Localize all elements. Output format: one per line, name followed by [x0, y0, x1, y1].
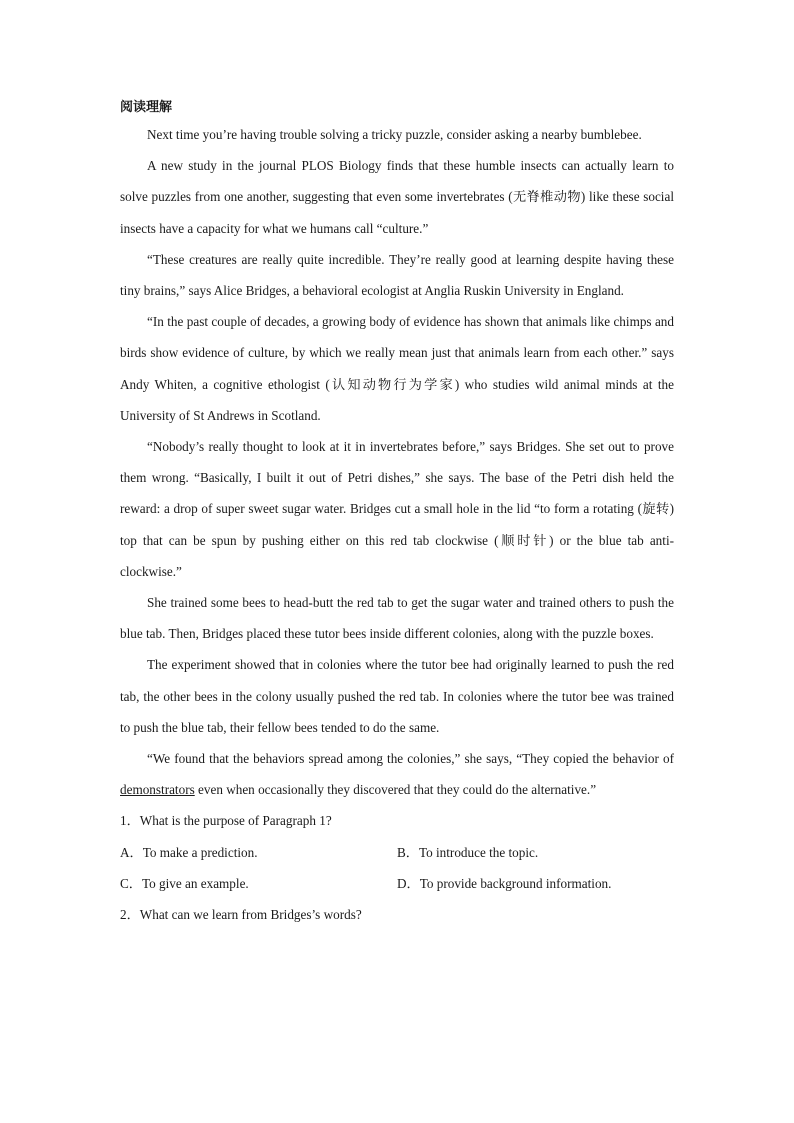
paragraph-7: The experiment showed that in colonies where the tutor bee had originally learned to push the red tab, the other bees in the colony usually pushed the red tab. In colonies where the tutor bee was trained to push the blue tab, their fellow bees tended to do the same. — [120, 657, 674, 735]
question-1-options-row-1 — [120, 837, 674, 868]
paragraph-6: She trained some bees to head-butt the red tab to get the sugar water and trained others to push the blue tab. Then, Bridges placed these tutor bees inside different colonies, along with the puzzle boxes. — [120, 595, 674, 642]
paragraph-5: “Nobody’s really thought to look at it in invertebrates before,” says Bridges. She set out to prove them wrong. “Basically, I built it out of Petri dishes,” she says. The base of the Petri dish held the reward: a drop of super sweet sugar water. Bridges cut a small hole in the lid “to form a rotating (旋转) top that can be spun by pushing either on this red tab clockwise (顺时针) or the blue tab anti-clockwise.” — [120, 439, 674, 579]
underlined-word: demonstrators — [120, 782, 195, 798]
question-1-stem: 1．What is the purpose of Paragraph 1? — [120, 813, 332, 829]
question-1-options-row-2 — [120, 868, 674, 899]
paragraph-3: “These creatures are really quite incredible. They’re really good at learning despite having these tiny brains,” says Alice Bridges, a behavioral ecologist at Anglia Ruskin University in England. — [120, 251, 674, 299]
option-d: D．To provide background information. — [397, 875, 612, 891]
question-2-stem: 2．What can we learn from Bridges’s words? — [120, 907, 362, 923]
paragraph-8-text-after: even when occasionally they discovered that they could do the alternative.” — [194, 782, 597, 798]
document-page — [120, 96, 674, 930]
option-b: B．To introduce the topic. — [397, 844, 539, 860]
paragraph-4: “In the past couple of decades, a growing body of evidence has shown that animals like chimps and birds show evidence of culture, by which we really mean just that animals learn from each other.” says Andy Whiten, a cognitive ethologist (认知动物行为学家) who studies wild animal minds at the University of St Andrews in Scotland. — [120, 314, 674, 423]
option-a: A．To make a prediction. — [120, 844, 258, 860]
paragraph-1: Next time you’re having trouble solving a tricky puzzle, consider asking a nearby bumblebee. — [147, 127, 642, 142]
paragraph-8 — [120, 743, 674, 805]
paragraph-2: A new study in the journal PLOS Biology finds that these humble insects can actually learn to solve puzzles from one another, suggesting that even some invertebrates (无脊椎动物) like these social insects have a capacity for what we humans call “culture.” — [120, 158, 674, 236]
option-c: C．To give an example. — [120, 875, 249, 891]
paragraph-8-text-before: “We found that the behaviors spread among the colonies,” she says, “They copied the behavior of — [147, 751, 674, 767]
section-heading: 阅读理解 — [120, 100, 173, 115]
